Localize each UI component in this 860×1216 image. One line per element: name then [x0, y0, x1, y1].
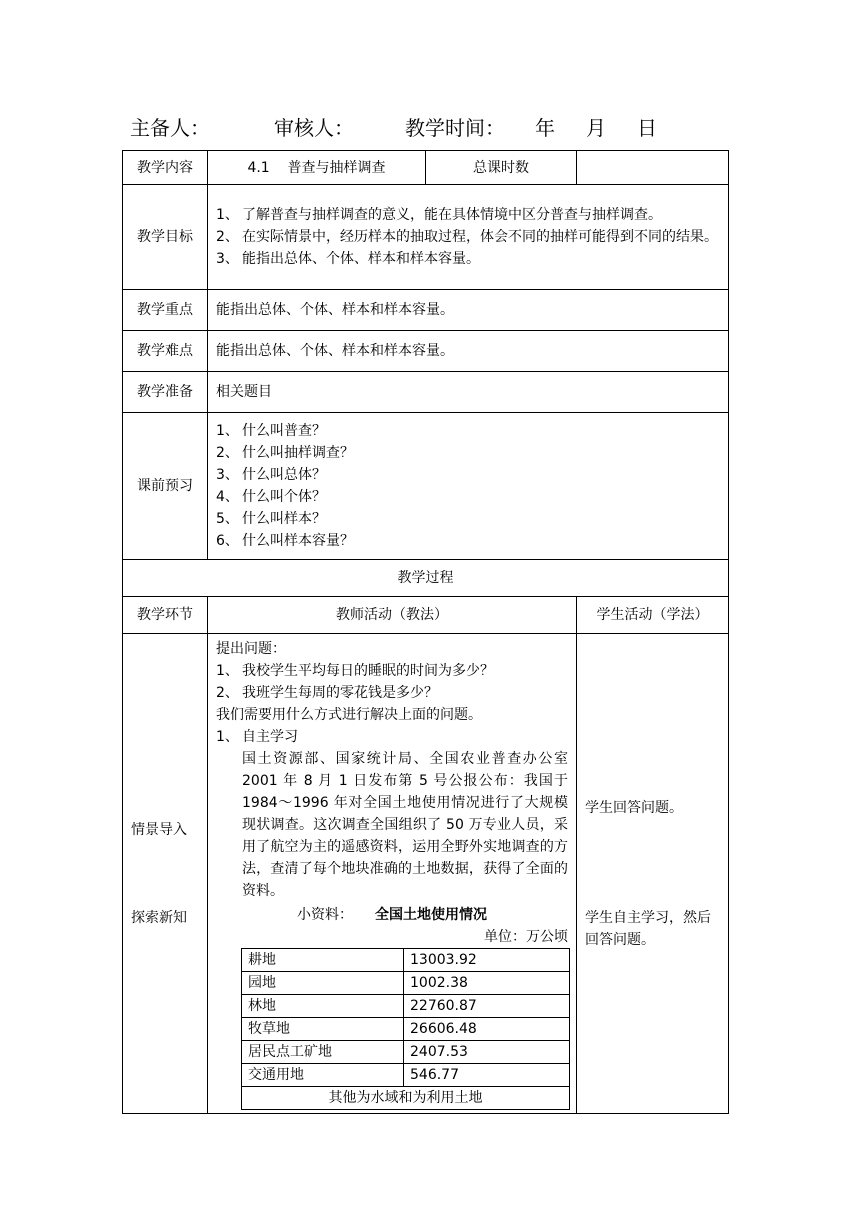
list-item [216, 660, 568, 682]
question-list [216, 660, 568, 704]
stage-explore: 探索新知 [131, 909, 187, 926]
list-item [216, 442, 720, 464]
table-row [242, 994, 570, 1017]
process-body-row [123, 634, 729, 1114]
item-number: 1、 [216, 662, 239, 679]
total-hours-value [577, 151, 729, 185]
item-text: 什么叫样本？ [242, 511, 326, 527]
table-row [242, 1040, 570, 1063]
list-item [216, 204, 720, 226]
item-number: 1、 [216, 207, 239, 223]
question-intro: 提出问题： [216, 640, 286, 657]
stage-intro: 情景导入 [131, 821, 187, 838]
item-number: 1、 [216, 423, 239, 439]
stage-cell [123, 634, 208, 1114]
item-number: 2、 [216, 229, 239, 245]
list-item [216, 420, 720, 442]
difficulties-text: 能指出总体、个体、样本和样本容量。 [208, 331, 729, 372]
item-text: 什么叫抽样调查？ [242, 445, 354, 461]
list-item [216, 726, 568, 748]
difficulties-row [123, 331, 729, 372]
item-text: 我校学生平均每日的睡眠的时间为多少？ [242, 662, 494, 679]
reviewer-label: 审核人： [274, 116, 354, 140]
item-text: 能指出总体、个体、样本和样本容量。 [242, 251, 480, 267]
goals-row [123, 185, 729, 290]
key-points-label: 教学重点 [123, 290, 208, 331]
item-number: 4、 [216, 489, 239, 505]
table-row [242, 948, 570, 971]
table-row [242, 1063, 570, 1086]
table-row [242, 1017, 570, 1040]
land-type: 居民点工矿地 [242, 1040, 404, 1063]
content-value: 4.1 普查与抽样调查 [208, 151, 426, 185]
list-item [216, 464, 720, 486]
item-text: 我班学生每周的零花钱是多少？ [242, 684, 438, 701]
content-row [123, 151, 729, 185]
total-hours-label: 总课时数 [426, 151, 577, 185]
month-label: 月 [586, 116, 606, 140]
land-type: 牧草地 [242, 1017, 404, 1040]
preview-list [216, 420, 720, 552]
content-label: 教学内容 [123, 151, 208, 185]
method-question: 我们需要用什么方式进行解决上面的问题。 [216, 706, 482, 723]
goals-cell [208, 185, 729, 290]
item-text: 了解普查与抽样调查的意义，能在具体情境中区分普查与抽样调查。 [242, 207, 662, 223]
land-use-table [241, 948, 570, 1110]
year-label: 年 [535, 116, 555, 140]
preparation-text: 相关题目 [208, 372, 729, 413]
item-number: 6、 [216, 533, 239, 549]
item-number: 3、 [216, 467, 239, 483]
item-number: 2、 [216, 445, 239, 461]
item-text: 自主学习 [242, 728, 298, 745]
key-points-text: 能指出总体、个体、样本和样本容量。 [208, 290, 729, 331]
list-item [216, 508, 720, 530]
process-title: 教学过程 [123, 560, 729, 597]
preview-cell [208, 413, 729, 560]
list-item [216, 682, 568, 704]
study-list [216, 726, 568, 748]
list-item [216, 248, 720, 270]
key-points-row [123, 290, 729, 331]
material-heading: 全国土地使用情况 [375, 906, 487, 923]
land-area: 1002.38 [404, 971, 570, 994]
list-item [216, 226, 720, 248]
table-footer-row [242, 1086, 570, 1109]
land-area: 13003.92 [404, 948, 570, 971]
goals-label: 教学目标 [123, 185, 208, 290]
material-label: 小资料： [297, 906, 353, 923]
student-answer-2: 学生自主学习，然后回答问题。 [585, 909, 711, 948]
land-area: 26606.48 [404, 1017, 570, 1040]
item-text: 在实际情景中，经历样本的抽取过程，体会不同的抽样可能得到不同的结果。 [242, 229, 718, 245]
stage-header: 教学环节 [123, 597, 208, 634]
teacher-activity-cell [208, 634, 577, 1114]
preparer-label: 主备人： [130, 116, 210, 140]
teaching-time-label: 教学时间： [405, 116, 505, 140]
land-area: 2407.53 [404, 1040, 570, 1063]
item-text: 什么叫总体？ [242, 467, 326, 483]
land-type: 交通用地 [242, 1063, 404, 1086]
material-title [216, 904, 568, 926]
land-area: 546.77 [404, 1063, 570, 1086]
item-text: 什么叫普查？ [242, 423, 326, 439]
reading-passage: 国土资源部、国家统计局、全国农业普查办公室 2001 年 8 月 1 日发布第 5 号公报公布：我国于 1984～1996 年对全国土地使用情况进行了大规模现状调查。这次调查全国组织了 50 万专业人员，采用了航空为主的遥感资料，运用全野外实地调查的方法，查清了每个地块准确的土地数据，获得了全面的资料。 [242, 750, 568, 899]
unit-label: 单位：万公顷 [484, 928, 568, 945]
preparation-row [123, 372, 729, 413]
student-activity-cell [577, 634, 729, 1114]
preview-row [123, 413, 729, 560]
process-header-row [123, 597, 729, 634]
process-title-row [123, 560, 729, 597]
goals-list [216, 204, 720, 270]
item-number: 1、 [216, 728, 239, 745]
list-item [216, 530, 720, 552]
lesson-plan-table [122, 150, 729, 1114]
land-type: 耕地 [242, 948, 404, 971]
land-type: 园地 [242, 971, 404, 994]
list-item [216, 486, 720, 508]
item-number: 3、 [216, 251, 239, 267]
student-answer-1: 学生回答问题。 [585, 799, 683, 816]
day-label: 日 [637, 116, 657, 140]
land-type: 林地 [242, 994, 404, 1017]
land-table-footer: 其他为水域和为利用土地 [242, 1086, 570, 1109]
teacher-activity-header: 教师活动（教法） [208, 597, 577, 634]
table-row [242, 971, 570, 994]
item-text: 什么叫个体？ [242, 489, 326, 505]
land-area: 22760.87 [404, 994, 570, 1017]
difficulties-label: 教学难点 [123, 331, 208, 372]
item-text: 什么叫样本容量？ [242, 533, 354, 549]
preparation-label: 教学准备 [123, 372, 208, 413]
item-number: 2、 [216, 684, 239, 701]
student-activity-header: 学生活动（学法） [577, 597, 729, 634]
item-number: 5、 [216, 511, 239, 527]
preview-label: 课前预习 [123, 413, 208, 560]
